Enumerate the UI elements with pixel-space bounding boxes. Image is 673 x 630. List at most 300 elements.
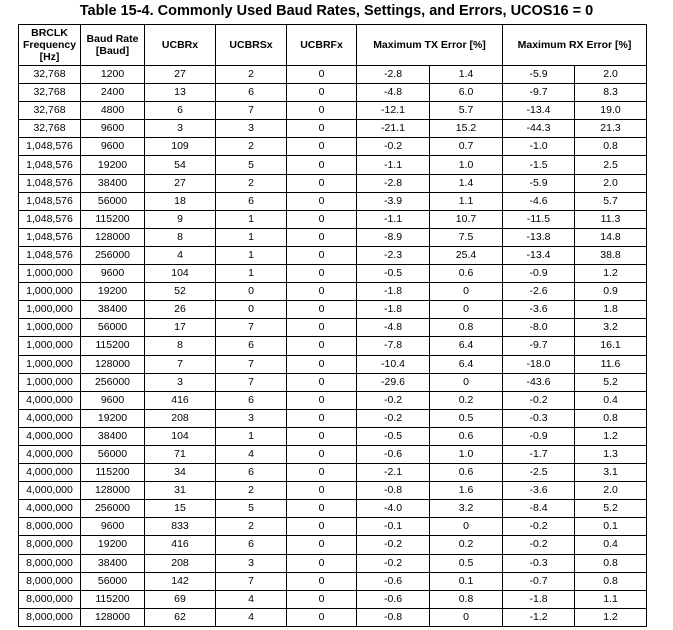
rx-error-min-cell: -0.2 (503, 391, 575, 409)
ucbrfx-cell: 0 (287, 120, 357, 138)
rx-error-min-cell: -5.9 (503, 66, 575, 84)
header-baud-rate: Baud Rate [Baud] (81, 25, 145, 66)
tx-error-max-cell: 0.5 (430, 409, 503, 427)
ucbrfx-cell: 0 (287, 373, 357, 391)
tx-error-max-cell: 1.4 (430, 66, 503, 84)
table-row (19, 373, 647, 391)
ucbrfx-cell: 0 (287, 409, 357, 427)
rx-error-max-cell: 11.6 (575, 355, 647, 373)
tx-error-min-cell: -21.1 (357, 120, 430, 138)
baud-rate-cell: 115200 (81, 590, 145, 608)
ucbrfx-cell: 0 (287, 102, 357, 120)
table-row (19, 554, 647, 572)
header-brclk-frequency: BRCLK Frequency [Hz] (19, 25, 81, 66)
ucbrx-cell: 416 (145, 391, 216, 409)
brclk-cell: 32,768 (19, 102, 81, 120)
brclk-cell: 1,048,576 (19, 156, 81, 174)
rx-error-max-cell: 0.4 (575, 536, 647, 554)
table-row (19, 500, 647, 518)
ucbrx-cell: 208 (145, 409, 216, 427)
baud-rate-cell: 9600 (81, 120, 145, 138)
tx-error-min-cell: -0.6 (357, 572, 430, 590)
brclk-cell: 1,000,000 (19, 355, 81, 373)
ucbrx-cell: 416 (145, 536, 216, 554)
ucbrfx-cell: 0 (287, 572, 357, 590)
rx-error-min-cell: -0.9 (503, 427, 575, 445)
ucbrsx-cell: 7 (216, 572, 287, 590)
tx-error-min-cell: -10.4 (357, 355, 430, 373)
rx-error-max-cell: 2.0 (575, 66, 647, 84)
table-row (19, 590, 647, 608)
table-row (19, 283, 647, 301)
baud-rate-cell: 1200 (81, 66, 145, 84)
ucbrx-cell: 69 (145, 590, 216, 608)
rx-error-max-cell: 0.8 (575, 572, 647, 590)
brclk-cell: 1,000,000 (19, 301, 81, 319)
ucbrsx-cell: 4 (216, 445, 287, 463)
rx-error-max-cell: 5.7 (575, 192, 647, 210)
rx-error-max-cell: 0.8 (575, 409, 647, 427)
ucbrx-cell: 54 (145, 156, 216, 174)
ucbrfx-cell: 0 (287, 174, 357, 192)
rx-error-min-cell: -8.4 (503, 500, 575, 518)
rx-error-min-cell: -2.6 (503, 283, 575, 301)
ucbrfx-cell: 0 (287, 265, 357, 283)
ucbrsx-cell: 3 (216, 120, 287, 138)
table-row (19, 319, 647, 337)
brclk-cell: 8,000,000 (19, 572, 81, 590)
tx-error-max-cell: 0 (430, 283, 503, 301)
ucbrx-cell: 8 (145, 337, 216, 355)
ucbrfx-cell: 0 (287, 138, 357, 156)
tx-error-max-cell: 0.7 (430, 138, 503, 156)
baud-rate-cell: 256000 (81, 246, 145, 264)
baud-rate-cell: 256000 (81, 373, 145, 391)
brclk-cell: 8,000,000 (19, 590, 81, 608)
rx-error-max-cell: 0.8 (575, 138, 647, 156)
baud-rate-cell: 115200 (81, 337, 145, 355)
ucbrsx-cell: 7 (216, 355, 287, 373)
header-max-tx-error: Maximum TX Error [%] (357, 25, 503, 66)
baud-rate-cell: 9600 (81, 265, 145, 283)
brclk-cell: 4,000,000 (19, 445, 81, 463)
header-row (19, 25, 647, 66)
tx-error-max-cell: 0.6 (430, 265, 503, 283)
rx-error-max-cell: 5.2 (575, 373, 647, 391)
rx-error-max-cell: 0.1 (575, 518, 647, 536)
ucbrsx-cell: 6 (216, 536, 287, 554)
tx-error-min-cell: -0.8 (357, 482, 430, 500)
rx-error-min-cell: -5.9 (503, 174, 575, 192)
tx-error-min-cell: -0.6 (357, 590, 430, 608)
tx-error-min-cell: -3.9 (357, 192, 430, 210)
brclk-cell: 1,000,000 (19, 319, 81, 337)
rx-error-max-cell: 3.2 (575, 319, 647, 337)
ucbrsx-cell: 5 (216, 500, 287, 518)
ucbrx-cell: 7 (145, 355, 216, 373)
rx-error-max-cell: 2.0 (575, 174, 647, 192)
ucbrx-cell: 52 (145, 283, 216, 301)
tx-error-max-cell: 0.2 (430, 391, 503, 409)
ucbrfx-cell: 0 (287, 283, 357, 301)
ucbrfx-cell: 0 (287, 319, 357, 337)
header-max-rx-error: Maximum RX Error [%] (503, 25, 647, 66)
tx-error-max-cell: 10.7 (430, 210, 503, 228)
ucbrx-cell: 13 (145, 84, 216, 102)
tx-error-min-cell: -4.8 (357, 319, 430, 337)
header-ucbrx: UCBRx (145, 25, 216, 66)
ucbrfx-cell: 0 (287, 518, 357, 536)
rx-error-min-cell: -11.5 (503, 210, 575, 228)
brclk-cell: 8,000,000 (19, 536, 81, 554)
baud-rate-cell: 2400 (81, 84, 145, 102)
ucbrx-cell: 71 (145, 445, 216, 463)
tx-error-max-cell: 0.1 (430, 572, 503, 590)
tx-error-max-cell: 0.8 (430, 590, 503, 608)
ucbrx-cell: 34 (145, 464, 216, 482)
table-row (19, 427, 647, 445)
tx-error-max-cell: 25.4 (430, 246, 503, 264)
baud-rate-cell: 128000 (81, 482, 145, 500)
rx-error-min-cell: -1.8 (503, 590, 575, 608)
baud-rate-cell: 19200 (81, 536, 145, 554)
brclk-cell: 1,048,576 (19, 228, 81, 246)
ucbrx-cell: 15 (145, 500, 216, 518)
rx-error-min-cell: -3.6 (503, 301, 575, 319)
ucbrsx-cell: 1 (216, 427, 287, 445)
rx-error-min-cell: -0.2 (503, 536, 575, 554)
brclk-cell: 1,048,576 (19, 138, 81, 156)
table-row (19, 192, 647, 210)
ucbrfx-cell: 0 (287, 391, 357, 409)
tx-error-min-cell: -1.1 (357, 156, 430, 174)
rx-error-max-cell: 8.3 (575, 84, 647, 102)
rx-error-min-cell: -0.7 (503, 572, 575, 590)
table-row (19, 174, 647, 192)
tx-error-min-cell: -1.8 (357, 283, 430, 301)
table-title: Table 15-4. Commonly Used Baud Rates, Settings, and Errors, UCOS16 = 0 (79, 3, 594, 19)
ucbrfx-cell: 0 (287, 464, 357, 482)
baud-rate-cell: 56000 (81, 445, 145, 463)
tx-error-max-cell: 0.5 (430, 554, 503, 572)
tx-error-min-cell: -0.2 (357, 554, 430, 572)
ucbrfx-cell: 0 (287, 355, 357, 373)
ucbrsx-cell: 1 (216, 228, 287, 246)
ucbrx-cell: 4 (145, 246, 216, 264)
baud-rate-cell: 19200 (81, 283, 145, 301)
rx-error-max-cell: 1.1 (575, 590, 647, 608)
ucbrx-cell: 6 (145, 102, 216, 120)
ucbrsx-cell: 6 (216, 84, 287, 102)
rx-error-min-cell: -3.6 (503, 482, 575, 500)
brclk-cell: 1,048,576 (19, 192, 81, 210)
table-row (19, 246, 647, 264)
ucbrsx-cell: 3 (216, 409, 287, 427)
rx-error-max-cell: 11.3 (575, 210, 647, 228)
table-row (19, 482, 647, 500)
ucbrfx-cell: 0 (287, 246, 357, 264)
ucbrfx-cell: 0 (287, 427, 357, 445)
ucbrfx-cell: 0 (287, 84, 357, 102)
rx-error-min-cell: -1.7 (503, 445, 575, 463)
rx-error-min-cell: -18.0 (503, 355, 575, 373)
ucbrfx-cell: 0 (287, 536, 357, 554)
rx-error-max-cell: 1.3 (575, 445, 647, 463)
ucbrsx-cell: 2 (216, 482, 287, 500)
brclk-cell: 4,000,000 (19, 427, 81, 445)
tx-error-min-cell: -0.5 (357, 265, 430, 283)
baud-rate-cell: 38400 (81, 301, 145, 319)
tx-error-min-cell: -0.6 (357, 445, 430, 463)
rx-error-min-cell: -1.5 (503, 156, 575, 174)
brclk-cell: 1,048,576 (19, 210, 81, 228)
ucbrx-cell: 3 (145, 120, 216, 138)
ucbrx-cell: 833 (145, 518, 216, 536)
table-row (19, 572, 647, 590)
table-row (19, 445, 647, 463)
ucbrsx-cell: 2 (216, 138, 287, 156)
ucbrx-cell: 27 (145, 174, 216, 192)
tx-error-min-cell: -12.1 (357, 102, 430, 120)
ucbrsx-cell: 2 (216, 66, 287, 84)
ucbrsx-cell: 4 (216, 590, 287, 608)
ucbrsx-cell: 3 (216, 554, 287, 572)
ucbrsx-cell: 7 (216, 373, 287, 391)
ucbrsx-cell: 6 (216, 391, 287, 409)
table-row (19, 301, 647, 319)
tx-error-min-cell: -0.2 (357, 391, 430, 409)
ucbrsx-cell: 5 (216, 156, 287, 174)
table-row (19, 156, 647, 174)
tx-error-min-cell: -0.8 (357, 608, 430, 626)
tx-error-max-cell: 15.2 (430, 120, 503, 138)
rx-error-min-cell: -13.4 (503, 102, 575, 120)
header-ucbrfx: UCBRFx (287, 25, 357, 66)
rx-error-min-cell: -1.0 (503, 138, 575, 156)
ucbrfx-cell: 0 (287, 554, 357, 572)
rx-error-max-cell: 21.3 (575, 120, 647, 138)
baud-rate-cell: 56000 (81, 572, 145, 590)
ucbrsx-cell: 6 (216, 464, 287, 482)
baud-rate-cell: 128000 (81, 355, 145, 373)
ucbrfx-cell: 0 (287, 337, 357, 355)
ucbrsx-cell: 0 (216, 301, 287, 319)
rx-error-max-cell: 16.1 (575, 337, 647, 355)
tx-error-max-cell: 1.0 (430, 445, 503, 463)
baud-rate-cell: 38400 (81, 554, 145, 572)
tx-error-min-cell: -0.5 (357, 427, 430, 445)
rx-error-min-cell: -0.9 (503, 265, 575, 283)
ucbrfx-cell: 0 (287, 482, 357, 500)
brclk-cell: 8,000,000 (19, 518, 81, 536)
ucbrfx-cell: 0 (287, 608, 357, 626)
ucbrx-cell: 208 (145, 554, 216, 572)
tx-error-min-cell: -0.2 (357, 536, 430, 554)
rx-error-max-cell: 19.0 (575, 102, 647, 120)
tx-error-max-cell: 0 (430, 608, 503, 626)
brclk-cell: 4,000,000 (19, 464, 81, 482)
ucbrsx-cell: 1 (216, 265, 287, 283)
ucbrsx-cell: 6 (216, 337, 287, 355)
table-body (19, 66, 647, 627)
rx-error-max-cell: 0.4 (575, 391, 647, 409)
ucbrfx-cell: 0 (287, 66, 357, 84)
tx-error-min-cell: -4.0 (357, 500, 430, 518)
table-row (19, 84, 647, 102)
baud-rate-cell: 38400 (81, 427, 145, 445)
brclk-cell: 1,048,576 (19, 246, 81, 264)
ucbrx-cell: 3 (145, 373, 216, 391)
rx-error-max-cell: 2.0 (575, 482, 647, 500)
ucbrsx-cell: 1 (216, 246, 287, 264)
rx-error-min-cell: -13.8 (503, 228, 575, 246)
tx-error-max-cell: 0.8 (430, 319, 503, 337)
ucbrx-cell: 109 (145, 138, 216, 156)
tx-error-max-cell: 1.0 (430, 156, 503, 174)
ucbrsx-cell: 0 (216, 283, 287, 301)
ucbrsx-cell: 6 (216, 192, 287, 210)
ucbrx-cell: 26 (145, 301, 216, 319)
table-row (19, 337, 647, 355)
tx-error-min-cell: -0.2 (357, 138, 430, 156)
tx-error-min-cell: -4.8 (357, 84, 430, 102)
baud-rate-cell: 9600 (81, 138, 145, 156)
ucbrx-cell: 27 (145, 66, 216, 84)
ucbrsx-cell: 2 (216, 174, 287, 192)
ucbrsx-cell: 7 (216, 102, 287, 120)
tx-error-max-cell: 1.4 (430, 174, 503, 192)
table-row (19, 138, 647, 156)
table-row (19, 518, 647, 536)
tx-error-max-cell: 0.2 (430, 536, 503, 554)
table-row (19, 228, 647, 246)
baud-rate-cell: 256000 (81, 500, 145, 518)
brclk-cell: 32,768 (19, 66, 81, 84)
rx-error-max-cell: 3.1 (575, 464, 647, 482)
tx-error-min-cell: -0.2 (357, 409, 430, 427)
rx-error-min-cell: -44.3 (503, 120, 575, 138)
table-row (19, 66, 647, 84)
rx-error-min-cell: -0.2 (503, 518, 575, 536)
table-row (19, 102, 647, 120)
ucbrx-cell: 31 (145, 482, 216, 500)
tx-error-max-cell: 3.2 (430, 500, 503, 518)
rx-error-max-cell: 2.5 (575, 156, 647, 174)
tx-error-min-cell: -2.8 (357, 174, 430, 192)
tx-error-min-cell: -2.3 (357, 246, 430, 264)
rx-error-min-cell: -9.7 (503, 84, 575, 102)
brclk-cell: 1,000,000 (19, 373, 81, 391)
ucbrx-cell: 17 (145, 319, 216, 337)
brclk-cell: 4,000,000 (19, 409, 81, 427)
baud-rate-cell: 128000 (81, 228, 145, 246)
brclk-cell: 4,000,000 (19, 500, 81, 518)
ucbrfx-cell: 0 (287, 500, 357, 518)
ucbrx-cell: 104 (145, 265, 216, 283)
ucbrsx-cell: 1 (216, 210, 287, 228)
baud-rate-cell: 115200 (81, 464, 145, 482)
brclk-cell: 1,000,000 (19, 283, 81, 301)
baud-rate-cell: 38400 (81, 174, 145, 192)
tx-error-max-cell: 6.4 (430, 337, 503, 355)
rx-error-max-cell: 0.8 (575, 554, 647, 572)
tx-error-min-cell: -1.1 (357, 210, 430, 228)
tx-error-max-cell: 5.7 (430, 102, 503, 120)
tx-error-min-cell: -2.8 (357, 66, 430, 84)
tx-error-min-cell: -1.8 (357, 301, 430, 319)
ucbrfx-cell: 0 (287, 445, 357, 463)
rx-error-min-cell: -2.5 (503, 464, 575, 482)
rx-error-max-cell: 0.9 (575, 283, 647, 301)
rx-error-max-cell: 14.8 (575, 228, 647, 246)
rx-error-max-cell: 38.8 (575, 246, 647, 264)
rx-error-max-cell: 1.2 (575, 265, 647, 283)
baud-rate-cell: 56000 (81, 319, 145, 337)
ucbrsx-cell: 4 (216, 608, 287, 626)
ucbrfx-cell: 0 (287, 192, 357, 210)
ucbrsx-cell: 2 (216, 518, 287, 536)
table-row (19, 536, 647, 554)
header-ucbrsx: UCBRSx (216, 25, 287, 66)
ucbrfx-cell: 0 (287, 590, 357, 608)
tx-error-min-cell: -29.6 (357, 373, 430, 391)
table-row (19, 355, 647, 373)
rx-error-min-cell: -1.2 (503, 608, 575, 626)
brclk-cell: 8,000,000 (19, 608, 81, 626)
brclk-cell: 4,000,000 (19, 482, 81, 500)
ucbrfx-cell: 0 (287, 210, 357, 228)
ucbrx-cell: 142 (145, 572, 216, 590)
rx-error-min-cell: -0.3 (503, 409, 575, 427)
baud-rate-cell: 4800 (81, 102, 145, 120)
rx-error-max-cell: 1.2 (575, 427, 647, 445)
rx-error-min-cell: -0.3 (503, 554, 575, 572)
rx-error-max-cell: 5.2 (575, 500, 647, 518)
table-row (19, 464, 647, 482)
tx-error-max-cell: 1.1 (430, 192, 503, 210)
rx-error-max-cell: 1.8 (575, 301, 647, 319)
table-row (19, 608, 647, 626)
rx-error-min-cell: -9.7 (503, 337, 575, 355)
baud-rate-cell: 19200 (81, 409, 145, 427)
tx-error-max-cell: 0.6 (430, 464, 503, 482)
tx-error-max-cell: 0.6 (430, 427, 503, 445)
baud-rate-table (18, 24, 647, 627)
ucbrx-cell: 18 (145, 192, 216, 210)
brclk-cell: 32,768 (19, 84, 81, 102)
tx-error-max-cell: 6.4 (430, 355, 503, 373)
tx-error-min-cell: -8.9 (357, 228, 430, 246)
baud-rate-cell: 115200 (81, 210, 145, 228)
brclk-cell: 4,000,000 (19, 391, 81, 409)
ucbrx-cell: 9 (145, 210, 216, 228)
tx-error-max-cell: 7.5 (430, 228, 503, 246)
baud-rate-cell: 56000 (81, 192, 145, 210)
ucbrfx-cell: 0 (287, 228, 357, 246)
rx-error-min-cell: -43.6 (503, 373, 575, 391)
baud-rate-cell: 128000 (81, 608, 145, 626)
baud-rate-cell: 9600 (81, 518, 145, 536)
baud-rate-cell: 19200 (81, 156, 145, 174)
tx-error-max-cell: 0 (430, 518, 503, 536)
brclk-cell: 1,048,576 (19, 174, 81, 192)
table-row (19, 265, 647, 283)
rx-error-min-cell: -8.0 (503, 319, 575, 337)
table-row (19, 391, 647, 409)
tx-error-min-cell: -0.1 (357, 518, 430, 536)
tx-error-max-cell: 0 (430, 301, 503, 319)
tx-error-max-cell: 6.0 (430, 84, 503, 102)
